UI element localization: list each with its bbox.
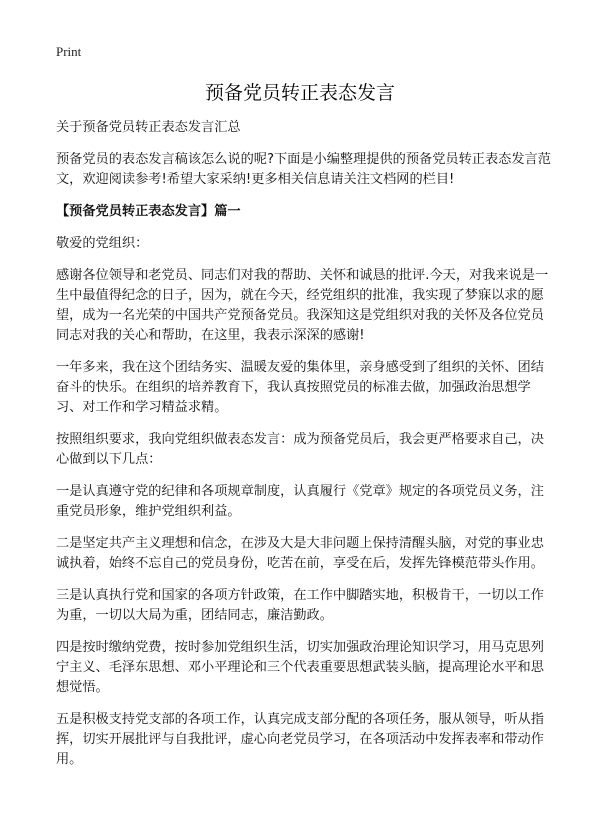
paragraph-point-3: 三是认真执行党和国家的各项方针政策，在工作中脚踏实地，积极肯干，一切以工作为重，一切以大局为重，团结同志，廉洁勤政。 [56, 588, 544, 623]
paragraph-point-2: 二是坚定共产主义理想和信念，在涉及大是大非问题上保持清醒头脑，对党的事业忠诚执着，始终不忘自己的党员身份，吃苦在前，享受在后，发挥先锋模范带头作用。 [56, 536, 544, 571]
paragraph-thanks: 感谢各位领导和老党员、同志们对我的帮助、关怀和诚恳的批评.今天，对我来说是一生中最值得纪念的日子，因为，就在今天，经党组织的批准，我实现了梦寐以求的愿望，成为一名光荣的中国共产党预备党员。我深知这是党组织对我的关怀及各位党员同志对我的关心和帮助，在这里，我表示深深的感谢! [56, 268, 549, 343]
paragraph-point-4: 四是按时缴纳党费，按时参加党组织生活，切实加强政治理论知识学习，用马克思列宁主义、毛泽东思想、邓小平理论和三个代表重要思想武装头脑，提高理论水平和思想觉悟。 [56, 640, 544, 695]
paragraph-intro: 预备党员的表态发言稿该怎么说的呢?下面是小编整理提供的预备党员转正表态发言范文，欢迎阅读参考!希望大家采纳!更多相关信息请关注文档网的栏目! [56, 152, 551, 187]
paragraph-salutation: 敬爱的党组织： [56, 236, 149, 251]
paragraph-subtitle: 关于预备党员转正表态发言汇总 [56, 120, 241, 135]
section-heading: 【预备党员转正表态发言】篇一 [56, 204, 241, 219]
document-body [56, 118, 551, 782]
paragraph-experience: 一年多来，我在这个团结务实、温暖友爱的集体里，亲身感受到了组织的关怀、团结奋斗的快乐。在组织的培养教育下，我认真按照党员的标准去做，加强政治思想学习、对工作和学习精益求精。 [56, 360, 544, 415]
document-title: 预备党员转正表态发言 [204, 82, 395, 104]
paragraph-point-5: 五是积极支持党支部的各项工作，认真完成支部分配的各项任务，服从领导，听从指挥，切实开展批评与自我批评，虚心向老党员学习，在各项活动中发挥表率和带动作用。 [56, 712, 544, 767]
paragraph-point-1: 一是认真遵守党的纪律和各项规章制度，认真履行《党章》规定的各项党员义务，注重党员形象，维护党组织利益。 [56, 484, 544, 519]
paragraph-pledge-intro: 按照组织要求，我向党组织做表态发言：成为预备党员后，我会更严格要求自己，决心做到以下几点： [56, 432, 544, 467]
print-link[interactable]: Print [56, 44, 82, 59]
